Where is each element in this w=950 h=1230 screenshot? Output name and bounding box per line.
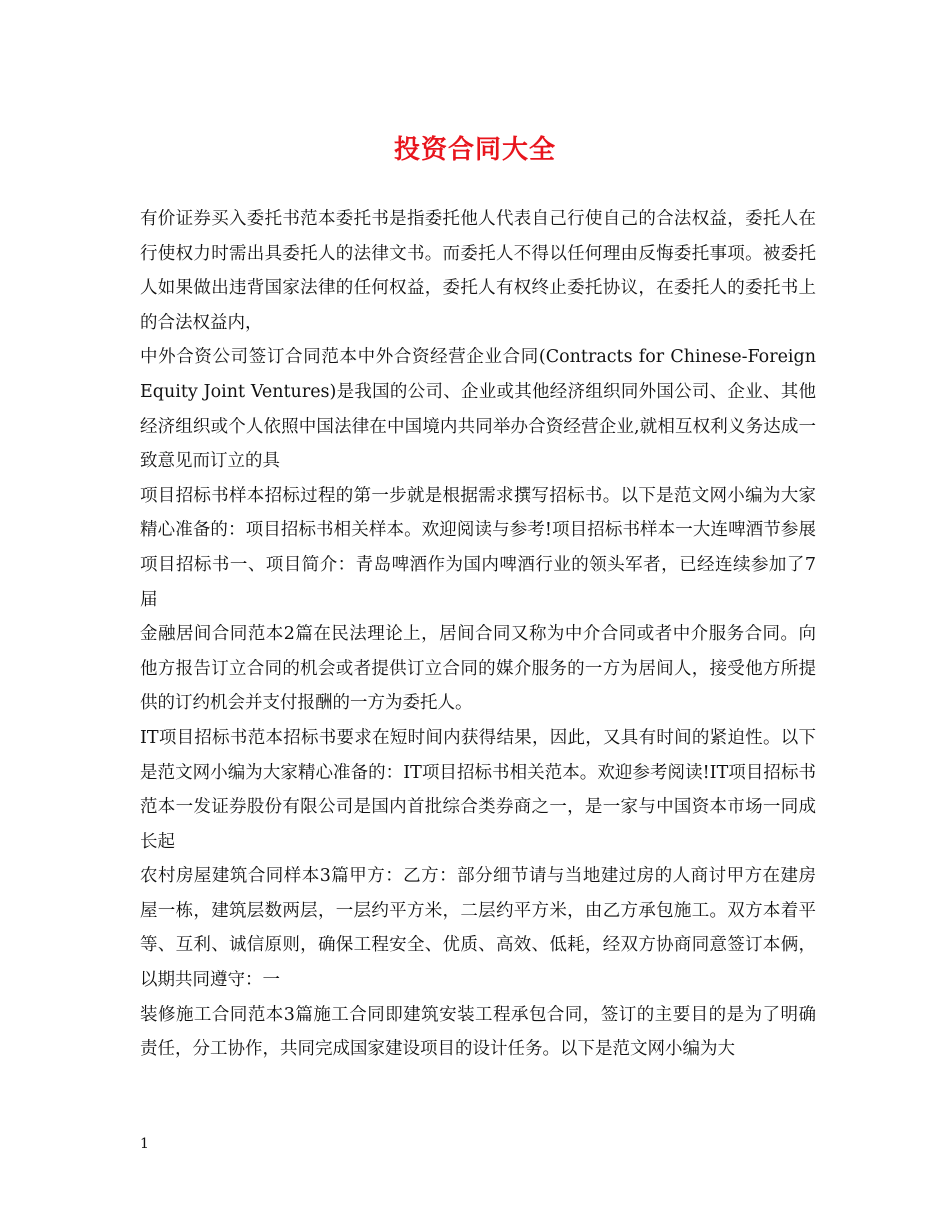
page-number: 1 xyxy=(140,1136,149,1152)
paragraph: 中外合资公司签订合同范本中外合资经营企业合同(Contracts for Chinese-Foreign Equity Joint Ventures)是我国的公司、企业或其他经济组织同外国公司、企业、其他经济组织或个人依照中国法律在中国境内共同举办合资经营企业,就相互权利义务达成一致意见而订立的具 xyxy=(140,347,816,472)
paragraph: 有价证券买入委托书范本委托书是指委托他人代表自己行使自己的合法权益，委托人在行使权力时需出具委托人的法律文书。而委托人不得以任何理由反悔委托事项。被委托人如果做出违背国家法律的任何权益，委托人有权终止委托协议，在委托人的委托书上的合法权益内， xyxy=(140,209,816,333)
document-body xyxy=(140,202,816,1067)
paragraph: 装修施工合同范本3篇施工合同即建筑安装工程承包合同，签订的主要目的是为了明确责任，分工协作，共同完成国家建设项目的设计任务。以下是范文网小编为大 xyxy=(140,1004,816,1060)
paragraph: 农村房屋建筑合同样本3篇甲方：乙方：部分细节请与当地建过房的人商讨甲方在建房屋一栋，建筑层数两层，一层约平方米，二层约平方米，由乙方承包施工。双方本着平等、互利、诚信原则，确保工程安全、优质、高效、低耗，经双方协商同意签订本俩，以期共同遵守：一 xyxy=(140,866,816,991)
document-title: 投资合同大全 xyxy=(393,135,556,165)
paragraph: 项目招标书样本招标过程的第一步就是根据需求撰写招标书。以下是范文网小编为大家精心准备的：项目招标书相关样本。欢迎阅读与参考!项目招标书样本一大连啤酒节参展项目招标书一、项目简介：青岛啤酒作为国内啤酒行业的领头军者，已经连续参加了7届 xyxy=(140,485,816,610)
paragraph: IT项目招标书范本招标书要求在短时间内获得结果，因此，又具有时间的紧迫性。以下是范文网小编为大家精心准备的：IT项目招标书相关范本。欢迎参考阅读!IT项目招标书范本一发证券股份有限公司是国内首批综合类券商之一，是一家与中国资本市场一同成长起 xyxy=(140,727,816,852)
paragraph: 金融居间合同范本2篇在民法理论上，居间合同又称为中介合同或者中介服务合同。向他方报告订立合同的机会或者提供订立合同的媒介服务的一方为居间人，接受他方所提供的订约机会并支付报酬的一方为委托人。 xyxy=(140,624,816,714)
